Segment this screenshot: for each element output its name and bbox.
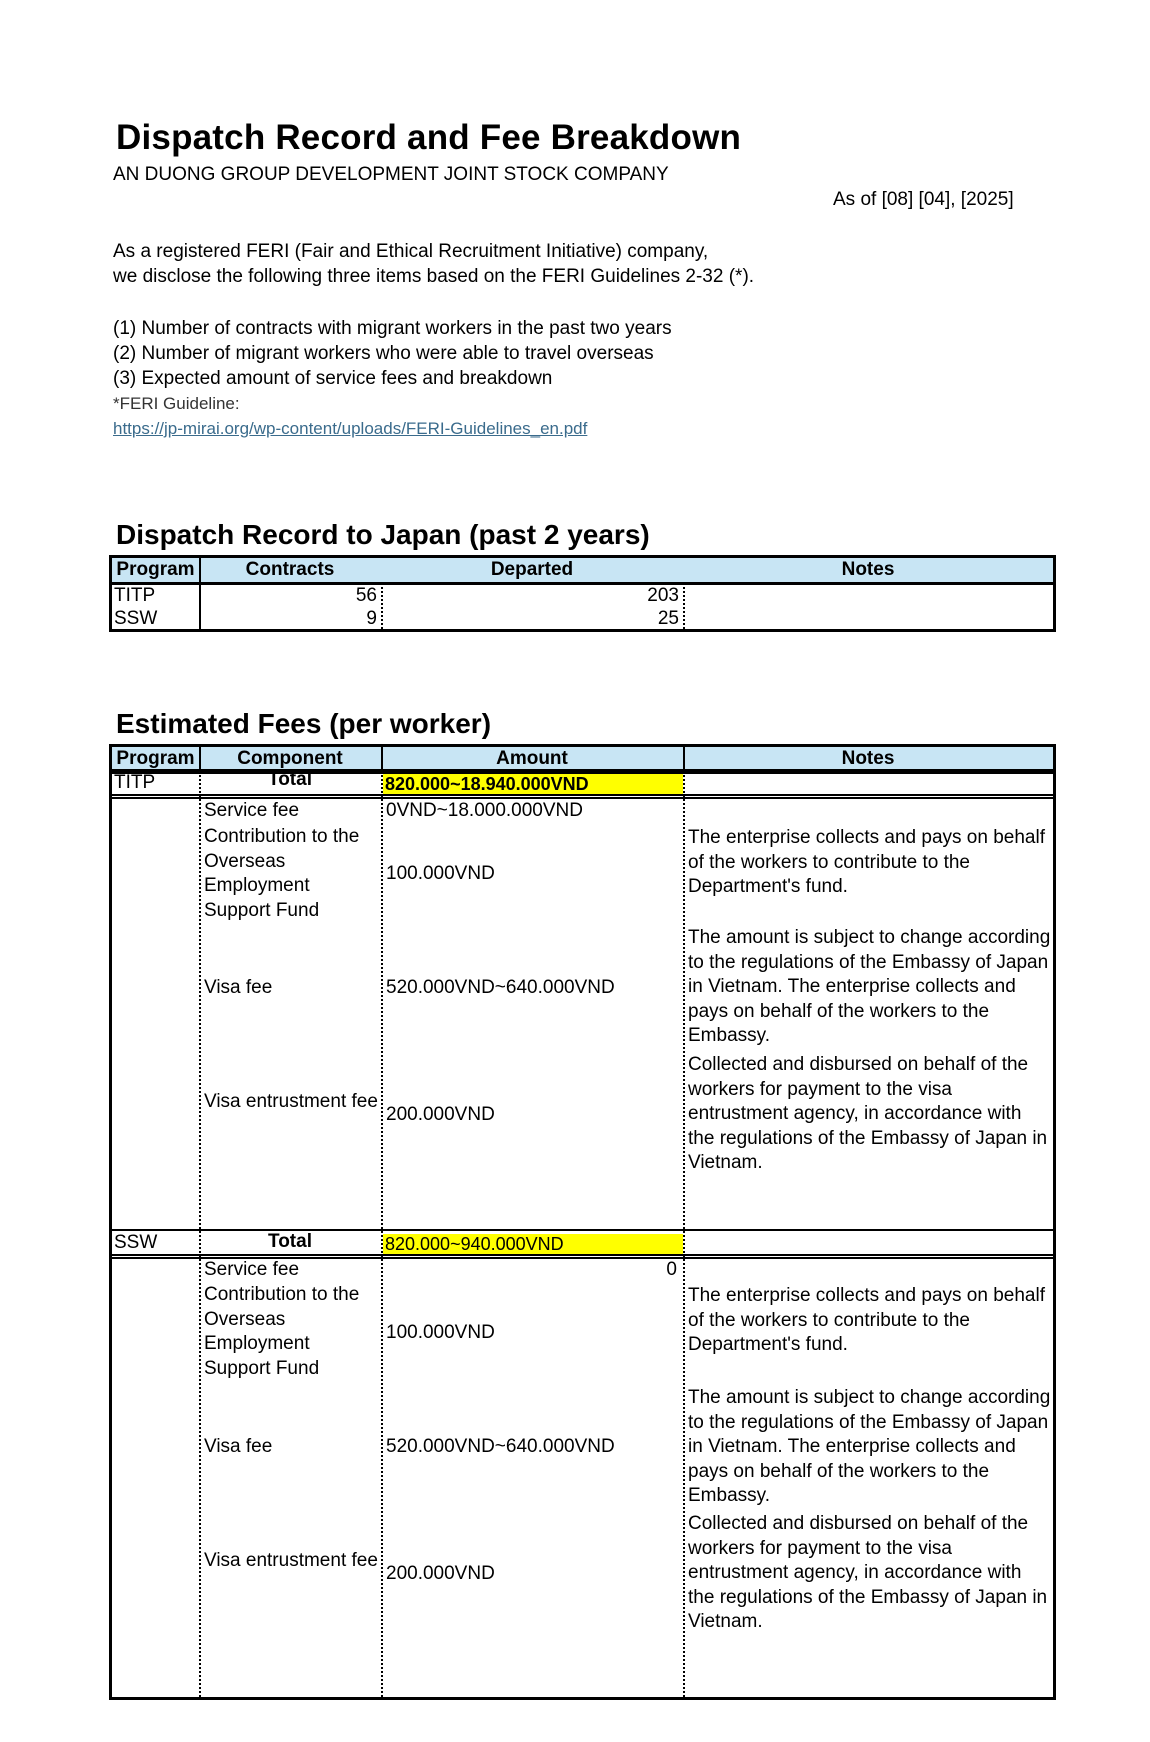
row-contracts: 56 [355,585,377,606]
fees-heading: Estimated Fees (per worker) [116,708,492,739]
guideline-label: *FERI Guideline: [113,394,240,413]
amount-contribution: 100.000VND [386,1322,495,1343]
program-label: TITP [114,772,156,793]
amount-contribution: 100.000VND [386,863,495,884]
amount-service-fee: 0VND~18.000.000VND [386,800,583,821]
dispatch-table [109,555,1056,632]
total-label: Total [268,769,312,790]
header-departed: Departed [490,559,574,580]
notes-visa-fee: The amount is subject to change according to the regulations of the Embassy of Japan in Vietnam. The enterprise collects and pays on behalf of the workers to the Embassy. [688,927,1051,1046]
notes-visa-entrustment: Collected and disbursed on behalf of the workers for payment to the visa entrustment agency, in accordance with the regulations of the Embassy of Japan in Vietnam. [688,1054,1048,1173]
row-departed: 25 [657,608,679,629]
component-contribution: Contribution to the Overseas Employment Support Fund [204,826,360,921]
amount-visa-entrustment: 200.000VND [386,1104,495,1125]
row-contracts: 9 [366,608,377,629]
page-title: Dispatch Record and Fee Breakdown [116,118,742,157]
intro-item-1: (1) Number of contracts with migrant workers in the past two years [113,318,672,339]
total-label: Total [268,1231,312,1252]
header-program: Program [116,559,195,580]
component-visa-entrustment: Visa entrustment fee [204,1091,378,1112]
total-amount: 820.000~940.000VND [383,1234,683,1254]
fees-table [109,744,1056,1700]
dispatch-heading: Dispatch Record to Japan (past 2 years) [116,519,650,550]
intro-line-1: As a registered FERI (Fair and Ethical Recruitment Initiative) company, [113,241,709,262]
component-visa-fee: Visa fee [204,1436,273,1457]
row-program: TITP [114,585,156,606]
amount-visa-fee: 520.000VND~640.000VND [386,1436,615,1457]
header-contracts: Contracts [245,559,335,580]
notes-contribution: The enterprise collects and pays on behalf of the workers to contribute to the Department's fund. [688,1285,1045,1355]
program-label: SSW [114,1232,158,1253]
notes-contribution: The enterprise collects and pays on behalf of the workers to contribute to the Department's fund. [688,827,1045,897]
amount-visa-entrustment: 200.000VND [386,1563,495,1584]
guideline-link[interactable]: https://jp-mirai.org/wp-content/uploads/FERI-Guidelines_en.pdf [113,419,588,438]
header-amount: Amount [496,748,568,769]
amount-visa-fee: 520.000VND~640.000VND [386,977,615,998]
intro-item-3: (3) Expected amount of service fees and breakdown [113,368,553,389]
as-of-date: As of [08] [04], [2025] [833,189,1014,210]
component-service-fee: Service fee [204,800,300,821]
component-service-fee: Service fee [204,1259,300,1280]
header-component: Component [237,748,343,769]
row-departed: 203 [647,585,679,606]
company-name: AN DUONG GROUP DEVELOPMENT JOINT STOCK COMPANY [113,164,669,185]
component-visa-fee: Visa fee [204,977,273,998]
intro-line-2: we disclose the following three items based on the FERI Guidelines 2-32 (*). [113,266,755,287]
amount-service-fee: 0 [666,1259,677,1280]
header-notes: Notes [841,748,895,769]
intro-item-2: (2) Number of migrant workers who were able to travel overseas [113,343,654,364]
component-visa-entrustment: Visa entrustment fee [204,1550,378,1571]
header-program: Program [116,748,195,769]
notes-visa-fee: The amount is subject to change according to the regulations of the Embassy of Japan in Vietnam. The enterprise collects and pays on behalf of the workers to the Embassy. [688,1387,1051,1506]
row-program: SSW [114,608,158,629]
notes-visa-entrustment: Collected and disbursed on behalf of the workers for payment to the visa entrustment agency, in accordance with the regulations of the Embassy of Japan in Vietnam. [688,1513,1048,1632]
header-notes: Notes [841,559,895,580]
total-amount: 820.000~18.940.000VND [383,774,683,794]
component-contribution: Contribution to the Overseas Employment Support Fund [204,1284,360,1379]
